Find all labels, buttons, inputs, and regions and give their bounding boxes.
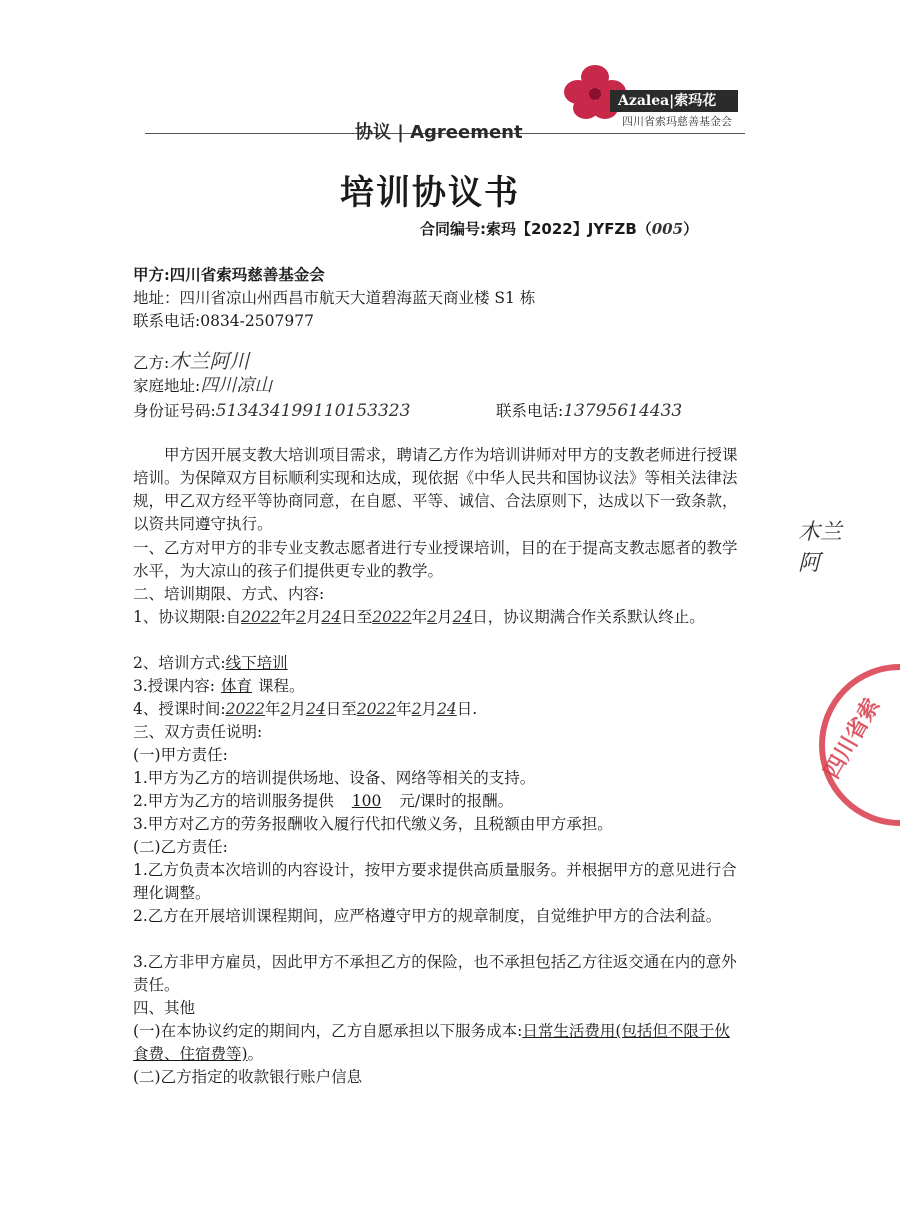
- text: 元/课时的报酬。: [399, 792, 514, 810]
- other-item-1: [133, 1020, 745, 1066]
- contract-number: [420, 218, 698, 239]
- party-b-address-label: 家庭地址:: [133, 377, 201, 395]
- other-item-2: (二)乙方指定的收款银行账户信息: [133, 1068, 363, 1086]
- margin-signature: 木兰阿: [798, 520, 843, 576]
- party-b-name-label: 乙方:: [133, 354, 170, 372]
- handwritten-month: 2: [280, 700, 291, 718]
- party-b-phone-handwritten: 13795614433: [563, 401, 683, 421]
- text: 日.: [456, 700, 478, 718]
- party-b-resp-1: 1.乙方负责本次培训的内容设计，按甲方要求提供高质量服务。并根据甲方的意见进行合理化调整。: [133, 861, 737, 902]
- party-b-id-label: 身份证号码:: [133, 402, 216, 420]
- text: 课程。: [258, 677, 305, 695]
- party-a-resp-1: 1.甲方为乙方的培训提供场地、设备、网络等相关的支持。: [133, 769, 536, 787]
- party-b-responsibility-heading: (二)乙方责任:: [133, 838, 228, 856]
- term-item-4: [133, 698, 477, 720]
- text: 年: [280, 608, 297, 626]
- party-a-name: 甲方:四川省索玛慈善基金会: [133, 265, 325, 284]
- party-b-id-handwritten: 513434199110153323: [215, 401, 411, 421]
- party-b-phone: [496, 400, 682, 422]
- text: 年: [265, 700, 281, 718]
- section-2-heading: 二、培训期限、方式、内容:: [133, 585, 325, 603]
- party-b-name-signature: 木兰阿川: [169, 349, 250, 373]
- party-b-address: [133, 375, 272, 397]
- party-a-resp-3: 3.甲方对乙方的劳务报酬收入履行代扣代缴义务，且税额由甲方承担。: [133, 815, 613, 833]
- party-a-address: 地址：四川省凉山州西昌市航天大道碧海蓝天商业楼 S1 栋: [133, 289, 536, 307]
- handwritten-day: 24: [452, 608, 473, 626]
- handwritten-year: 2022: [241, 608, 281, 626]
- handwritten-day: 24: [437, 700, 457, 718]
- text: 月: [305, 608, 322, 626]
- text: 日至: [325, 700, 357, 718]
- text: 月: [290, 700, 306, 718]
- contract-number-value: 005: [651, 220, 684, 238]
- official-seal-stamp: [780, 660, 900, 830]
- handwritten-day: 24: [305, 700, 326, 718]
- header-label: 协议 | Agreement: [355, 122, 523, 143]
- party-b-address-handwritten: 四川凉山: [200, 375, 273, 396]
- document-title: 培训协议书: [340, 173, 520, 213]
- term-item-3: [133, 675, 305, 697]
- text: 月: [437, 608, 453, 626]
- handwritten-month: 2: [427, 608, 438, 626]
- text: (一)在本协议约定的期间内，乙方自愿承担以下服务成本:: [133, 1022, 523, 1040]
- section-3-heading: 三、双方责任说明:: [133, 723, 263, 741]
- seal-text: 四川省索: [819, 694, 886, 783]
- party-b-phone-label: 联系电话:: [496, 402, 564, 420]
- party-a-resp-2: [133, 790, 513, 812]
- text: 年: [411, 608, 428, 626]
- text: 1、协议期限:自: [133, 608, 242, 626]
- handwritten-month: 2: [296, 608, 306, 626]
- term-item-2: [133, 652, 288, 674]
- text: 2、培训方式:: [133, 654, 226, 672]
- text: 月: [421, 700, 438, 718]
- text: 2.甲方为乙方的培训服务提供: [133, 792, 334, 810]
- text: 日至: [341, 608, 373, 626]
- contract-number-label: 合同编号:索玛【2022】JYFZB（: [420, 220, 652, 238]
- party-b-name: [133, 350, 249, 374]
- handwritten-year: 2022: [225, 700, 266, 718]
- text: 。: [247, 1045, 264, 1063]
- party-a-phone: 联系电话:0834-2507977: [133, 312, 314, 330]
- text: 日，协议期满合作关系默认终止。: [472, 608, 705, 626]
- self-borne-costs: 日常生活费用(包括但不限于伙食费、住宿费等): [133, 1022, 730, 1063]
- logo-brand: Azalea|索玛花: [610, 90, 738, 112]
- section-4-heading: 四、其他: [133, 999, 196, 1017]
- intro-paragraph: 甲方因开展支教大培训项目需求，聘请乙方作为培训讲师对甲方的支教老师进行授课培训。为保障双方目标顺利实现和达成，现依据《中华人民共和国协议法》等相关法律法规，甲乙双方经平等协商同意，在自愿、平等、诚信、合法原则下，达成以下一致条款，以资共同遵守执行。: [133, 446, 738, 533]
- handwritten-year: 2022: [372, 608, 412, 626]
- fee-amount: 100: [351, 792, 382, 810]
- handwritten-day: 24: [321, 608, 342, 626]
- text: 年: [396, 700, 412, 718]
- contract-number-close: ）: [683, 220, 699, 238]
- text: 3.授课内容:: [133, 677, 216, 695]
- term-item-1: [133, 606, 745, 629]
- logo-org-name: 四川省索玛慈善基金会: [622, 115, 732, 128]
- party-a-responsibility-heading: (一)甲方责任:: [133, 746, 228, 764]
- party-b-resp-2: 2.乙方在开展培训课程期间，应严格遵守甲方的规章制度，自觉维护甲方的合法利益。: [133, 907, 722, 925]
- handwritten-month: 2: [411, 700, 422, 718]
- section-1: 一、乙方对甲方的非专业支教志愿者进行专业授课培训，目的在于提高支教志愿者的教学水平，为大凉山的孩子们提供更专业的教学。: [133, 539, 738, 580]
- text: 4、授课时间:: [133, 700, 226, 718]
- party-b-resp-3: 3.乙方非甲方雇员，因此甲方不承担乙方的保险，也不承担包括乙方往返交通在内的意外责任。: [133, 953, 737, 994]
- party-b-id: [133, 400, 410, 422]
- course-content: 体育: [221, 677, 253, 695]
- training-method: 线下培训: [225, 654, 288, 672]
- handwritten-year: 2022: [356, 700, 397, 718]
